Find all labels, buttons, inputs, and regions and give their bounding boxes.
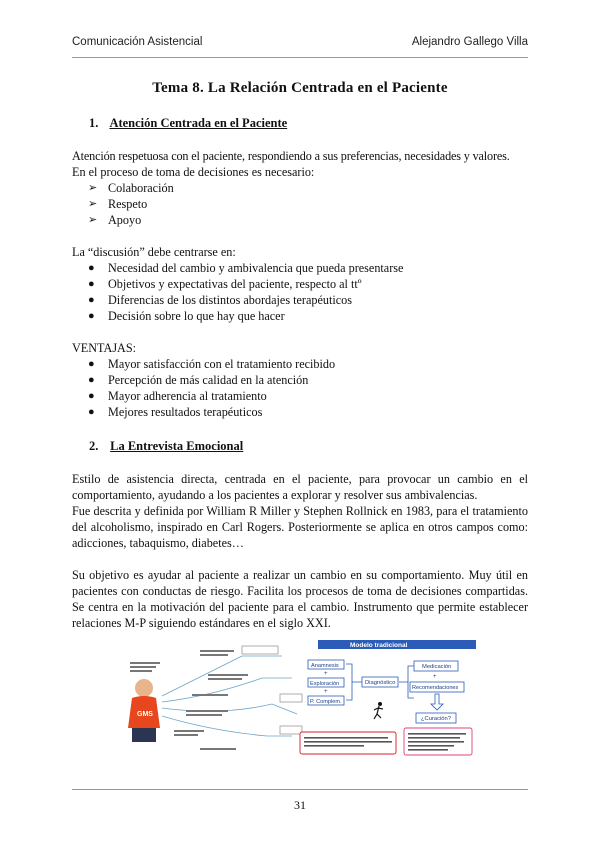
box-recomendaciones: Recomendaciones bbox=[412, 685, 459, 691]
page-header bbox=[72, 36, 528, 54]
person-illustration bbox=[128, 679, 160, 742]
list-item bbox=[72, 180, 528, 196]
section-2-number: 2. bbox=[89, 439, 99, 453]
bullet-icon: ● bbox=[88, 310, 95, 322]
header-author: Alejandro Gallego Villa bbox=[411, 36, 528, 48]
document-title: Tema 8. La Relación Centrada en el Paciente bbox=[152, 80, 448, 96]
mind-map-lines bbox=[162, 646, 302, 736]
list-item bbox=[72, 356, 528, 372]
bullet-icon: ● bbox=[88, 294, 95, 306]
section-2-title: La Entrevista Emocional bbox=[110, 439, 244, 453]
model-title: Modelo tradicional bbox=[350, 642, 408, 649]
list-item bbox=[72, 404, 528, 420]
section-2-heading bbox=[89, 438, 528, 454]
list-item bbox=[72, 308, 528, 324]
shirt-text: GMS bbox=[137, 711, 153, 718]
header-divider bbox=[72, 57, 528, 58]
list-item bbox=[72, 372, 528, 388]
running-figure-icon bbox=[374, 702, 383, 719]
list-item-text: Decisión sobre lo que hay que hacer bbox=[108, 309, 285, 323]
list-item bbox=[72, 212, 528, 228]
list-item-text: Apoyo bbox=[108, 213, 142, 227]
plus-sign: + bbox=[433, 674, 437, 680]
list-item bbox=[72, 292, 528, 308]
bullet-icon: ● bbox=[88, 374, 95, 386]
discussion-list bbox=[72, 260, 528, 324]
list-item bbox=[72, 388, 528, 404]
box-medicacion: Medicación bbox=[422, 664, 452, 670]
page-number: 31 bbox=[294, 798, 306, 812]
list-item bbox=[72, 196, 528, 212]
page-content bbox=[72, 62, 528, 631]
arrow-icon: ➢ bbox=[88, 198, 98, 210]
section-2-paragraph-1: Estilo de asistencia directa, centrada en el paciente, para provocar un cambio en el comportamiento, ayudando a los pacientes a explorar y resolver sus ambivalencias. bbox=[72, 472, 528, 502]
list-item-text: Colaboración bbox=[108, 181, 174, 195]
traditional-model-figure bbox=[122, 636, 478, 756]
section-1-intro-1: Atención respetuosa con el paciente, respondiendo a sus preferencias, necesidades y valores. bbox=[72, 149, 510, 163]
list-item-text: Percepción de más calidad en la atención bbox=[108, 373, 309, 387]
list-item-text: Mayor adherencia al tratamiento bbox=[108, 389, 267, 403]
box-anamnesis: Anamnesis bbox=[311, 663, 339, 669]
list-item-text: Respeto bbox=[108, 197, 148, 211]
list-item-text: Mejores resultados terapéuticos bbox=[108, 405, 263, 419]
header-course-title: Comunicación Asistencial bbox=[72, 36, 203, 48]
list-item bbox=[72, 260, 528, 276]
traditional-model-panel bbox=[300, 640, 476, 755]
plus-sign: + bbox=[324, 671, 328, 677]
bullet-icon: ● bbox=[88, 262, 95, 274]
list-item-text: Diferencias de los distintos abordajes terapéuticos bbox=[108, 293, 353, 307]
list-item-text: Objetivos y expectativas del paciente, respecto al ttº bbox=[108, 277, 362, 291]
section-1-heading bbox=[89, 115, 528, 131]
box-curacion: ¿Curación? bbox=[421, 716, 451, 722]
section-2-paragraph-2: Fue descrita y definida por William R Miller y Stephen Rollnick en 1983, para el tratamiento del alcoholismo, inspirado en Carl Rogers. Posteriormente se aplica en otros campos como: adicciones, tabaquismo, diabetes… bbox=[72, 504, 528, 550]
list-item-text: Necesidad del cambio y ambivalencia que pueda presentarse bbox=[108, 261, 404, 275]
arrow-icon: ➢ bbox=[88, 182, 98, 194]
section-2-paragraph-3: Su objetivo es ayudar al paciente a realizar un cambio en su comportamiento. Muy útil en pacientes con conductas de riesgo. Facilita los procesos de toma de decisiones compartidas. Se centra en la motivación del paciente para el cambio. Instrumento que permite establecer relaciones M-P siguiendo estándares en el siglo XXI. bbox=[72, 568, 528, 630]
bullet-icon: ● bbox=[88, 390, 95, 402]
list-item-text: Mayor satisfacción con el tratamiento recibido bbox=[108, 357, 336, 371]
arrow-icon: ➢ bbox=[88, 214, 98, 226]
section-1-title: Atención Centrada en el Paciente bbox=[109, 116, 288, 130]
advantages-label: VENTAJAS: bbox=[72, 341, 137, 355]
discussion-intro: La “discusión” debe centrarse en: bbox=[72, 245, 236, 259]
section-1-intro-2: En el proceso de toma de decisiones es necesario: bbox=[72, 165, 315, 179]
bullet-icon: ● bbox=[88, 358, 95, 370]
box-diagnostico: Diagnóstico bbox=[365, 680, 396, 686]
plus-sign: + bbox=[324, 689, 328, 695]
bullet-icon: ● bbox=[88, 278, 95, 290]
bullet-icon: ● bbox=[88, 406, 95, 418]
box-p-complem: P. Complem. bbox=[310, 699, 342, 705]
footer-divider bbox=[72, 789, 528, 790]
decision-requirements-list bbox=[72, 180, 528, 228]
advantages-list bbox=[72, 356, 528, 420]
list-item bbox=[72, 276, 528, 292]
box-exploracion: Exploración bbox=[310, 681, 340, 687]
section-1-number: 1. bbox=[89, 116, 99, 130]
